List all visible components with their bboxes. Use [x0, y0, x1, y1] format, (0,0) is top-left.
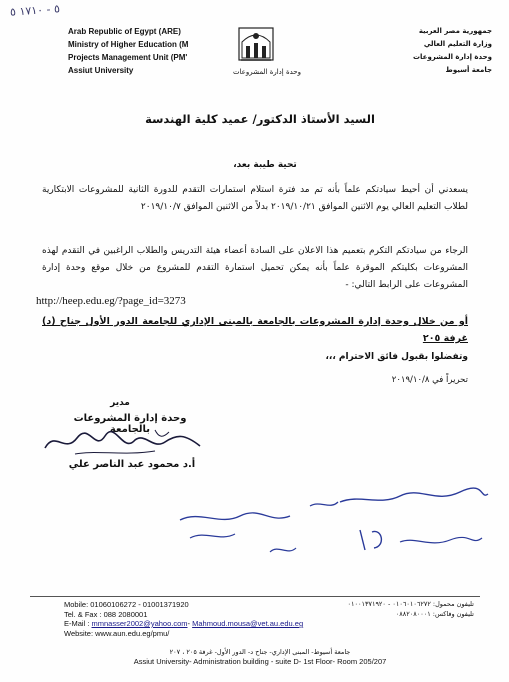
header-ar-line2: وزارة التعليم العالي	[423, 40, 492, 48]
header-arabic	[380, 25, 492, 77]
handwritten-annotation-icon	[160, 480, 490, 570]
header-en-line2: Ministry of Higher Education (M	[68, 40, 189, 49]
signatory-title: مدير	[110, 398, 130, 408]
greeting: تحية طيبة بعد،	[233, 160, 297, 170]
signatory-unit: وحدة إدارة المشروعات بالجامعة	[73, 413, 187, 435]
signatory-name: أ.د محمود عبد الناصر علي	[68, 459, 196, 470]
footer-email-sep: -	[187, 619, 193, 628]
footer-contact-arabic	[270, 600, 474, 619]
university-logo-icon	[236, 24, 276, 64]
logo-caption: وحدة إدارة المشروعات	[232, 68, 302, 76]
header-en-line1: Arab Republic of Egypt (ARE)	[68, 27, 181, 36]
footer-email-link-1[interactable]: mmnasser2002@yahoo.com	[91, 619, 188, 628]
footer-address-arabic: جامعة أسيوط- المبنى الإداري- جناح د- الدور الأول- غرفة ٢٠٥ ، ٢٠٧	[169, 648, 351, 656]
office-location: أو من خلال وحدة إدارة المشروعات بالجامعة بالمبنى الإداري للجامعة الدور الأول جناح (د) غرفة ٢٠٥	[42, 316, 468, 344]
footer-mobile: Mobile: 01060106272 - 01001371920	[64, 600, 189, 609]
footer-contact-english	[64, 600, 304, 638]
paragraph-deadline: يسعدني أن أحيط سيادتكم علماً بأنه تم مد فترة استلام استمارات التقدم للدورة الثانية للمشروعات الابتكارية لطلاب التعليم العالي يوم الاثنين الموافق ٢٠١٩/١٠/٢١ بدلاً من الاثنين الموافق ٢٠١٩/١٠/٧	[42, 185, 468, 212]
header-ar-line4: جامعة أسيوط	[445, 66, 492, 74]
header-ar-line3: وحدة إدارة المشروعات	[413, 53, 492, 61]
handwritten-signature-icon	[35, 424, 215, 460]
header-ar-line1: جمهورية مصر العربية	[418, 27, 492, 35]
footer-website[interactable]: Website: www.aun.edu.eg/pmu/	[64, 628, 170, 638]
footer-email-label: E-Mail :	[64, 619, 92, 628]
footer-divider	[30, 596, 480, 597]
footer-email-row	[64, 619, 304, 629]
application-url-link[interactable]: http://heep.edu.eg/?page_id=3273	[36, 295, 186, 307]
header-en-line4: Assiut University	[68, 66, 134, 75]
header-en-line3: Projects Management Unit (PM'	[68, 53, 188, 62]
footer-tel: Tel. & Fax : 088 2080001	[64, 609, 148, 619]
paragraph-request: الرجاء من سيادتكم التكرم بتعميم هذا الاعلان على السادة أعضاء هيئة التدريس والطلاب الراغبين في التقدم لهذه المشروعات بكليتكم الموقرة علماً بأنه يمكن تحميل استمارة التقدم للمشروع من خلال موقع وحدة إدارة المشروعات على الرابط التالي: -	[42, 246, 468, 290]
footer-mobile-ar: تليفون محمول: ٠١٠٦٠١٠٦٢٧٢ - ٠١٠٠١٣٧١٩٢٠	[347, 600, 474, 608]
recipient-line: السيد الأستاذ الدكتور/ عميد كلية الهندسة	[145, 112, 375, 126]
footer-tel-ar: تليفون وفاكس: ٠٨٨٢٠٨٠٠٠١	[395, 609, 474, 618]
footer-address-english: Assiut University- Administration building - suite D- 1st Floor- Room 205/207	[133, 657, 387, 666]
letter-date: تحريراً في ٢٠١٩/١٠/٨	[391, 375, 468, 385]
footer-email-link-2[interactable]: Mahmoud.mousa@vet.au.edu.eg	[192, 619, 304, 628]
header-english	[68, 25, 218, 77]
handwritten-reference: ٥ - ١٧١٠ ٥	[9, 2, 61, 19]
closing-line: وتفضلوا بقبول فائق الاحترام ،،،	[325, 352, 468, 362]
